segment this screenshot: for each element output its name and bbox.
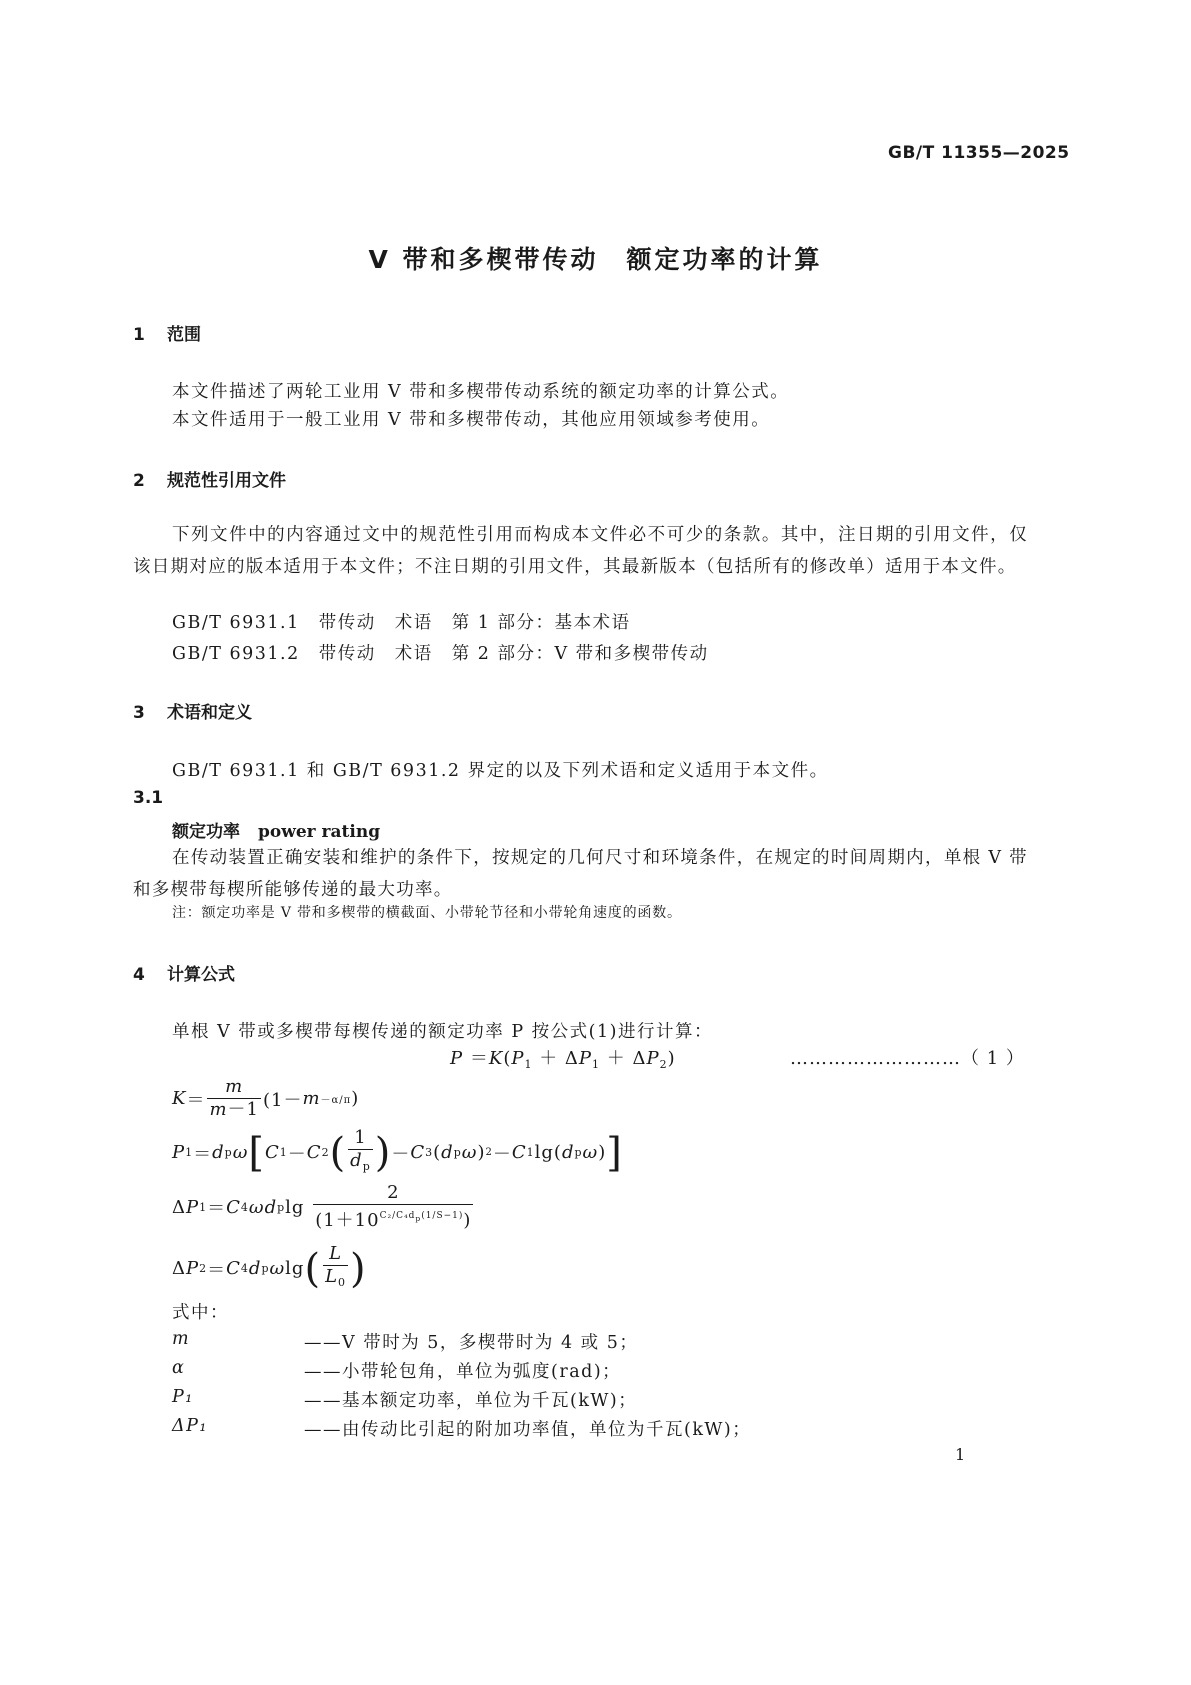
formula-k: K ＝ $\frac{m}{m-1}$ (1－ m －α/π ) [172, 1076, 360, 1120]
section-2-paragraph-1: 下列文件中的内容通过文中的规范性引用而构成本文件必不可少的条款。其中，注日期的引用文件，仅该日期对应的版本适用于本文件；不注日期的引用文件，其最新版本（包括所有的修改单）适用于本文件。 [133, 525, 1028, 577]
variable-description: ——基本额定功率，单位为千瓦(kW)； [304, 1391, 638, 1411]
term-definition: 在传动装置正确安装和维护的条件下，按规定的几何尺寸和环境条件，在规定的时间周期内，单根 V 带和多楔带每楔所能够传递的最大功率。 [133, 848, 1028, 900]
formula-delta-p1: Δ P 1 ＝ C 4 ω d p lg $\frac{2}{(1+10^{C_2/C_4d_p(1/S-1)})}$ [172, 1182, 472, 1231]
variable-symbol: P₁ [172, 1387, 194, 1407]
section-1-paragraph-1: 本文件描述了两轮工业用 V 带和多楔带传动系统的额定功率的计算公式。 [172, 382, 790, 402]
equation-1: $P =K(P_1 + \Delta P_1 + \Delta P_2)$ [450, 1048, 676, 1071]
section-1-heading: 1 范围 [133, 325, 201, 345]
variable-symbol: α [172, 1358, 186, 1378]
variable-description: ——由传动比引起的附加功率值，单位为千瓦(kW)； [304, 1420, 752, 1440]
section-3-paragraph-1: GB/T 6931.1 和 GB/T 6931.2 界定的以及下列术语和定义适用于本文件。 [172, 761, 829, 781]
normative-reference-2: GB/T 6931.2 带传动 术语 第 2 部分：V 带和多楔带传动 [172, 644, 709, 664]
section-2-heading: 2 规范性引用文件 [133, 471, 286, 491]
where-label: 式中： [172, 1303, 229, 1323]
document-title: V 带和多楔带传动 额定功率的计算 [368, 245, 823, 274]
formula-delta-p2: Δ P 2 ＝ C 4 d p ω lg ( $\frac{L}{L_0}$ ) [172, 1243, 367, 1294]
term-entry: 额定功率 power rating [172, 822, 381, 842]
variable-symbol: ΔP₁ [172, 1416, 208, 1436]
formula-p1: P 1 ＝ d p ω [ C 1 － C 2 ( $\frac{1}{d_p}$ ) － C 3 ( d p ω ) 2 － C 1 lg( d p ω ) ] [172, 1127, 623, 1178]
variable-description: ——小带轮包角，单位为弧度(rad)； [304, 1362, 622, 1382]
page-number: 1 [955, 1445, 966, 1464]
section-4-paragraph-1: 单根 V 带或多楔带每楔传递的额定功率 P 按公式(1)进行计算： [172, 1022, 713, 1042]
variable-description: ——V 带时为 5，多楔带时为 4 或 5； [304, 1333, 639, 1353]
normative-reference-1: GB/T 6931.1 带传动 术语 第 1 部分：基本术语 [172, 613, 631, 633]
section-3-heading: 3 术语和定义 [133, 703, 252, 723]
term-note: 注：额定功率是 V 带和多楔带的横截面、小带轮节径和小带轮角速度的函数。 [172, 905, 682, 921]
standard-code: GB/T 11355—2025 [888, 143, 1070, 163]
equation-1-label: ………………………（ 1 ） [790, 1048, 1025, 1069]
clause-number: 3.1 [133, 788, 164, 808]
variable-symbol: m [172, 1329, 191, 1349]
section-1-paragraph-2: 本文件适用于一般工业用 V 带和多楔带传动，其他应用领域参考使用。 [172, 410, 771, 430]
section-4-heading: 4 计算公式 [133, 965, 235, 985]
